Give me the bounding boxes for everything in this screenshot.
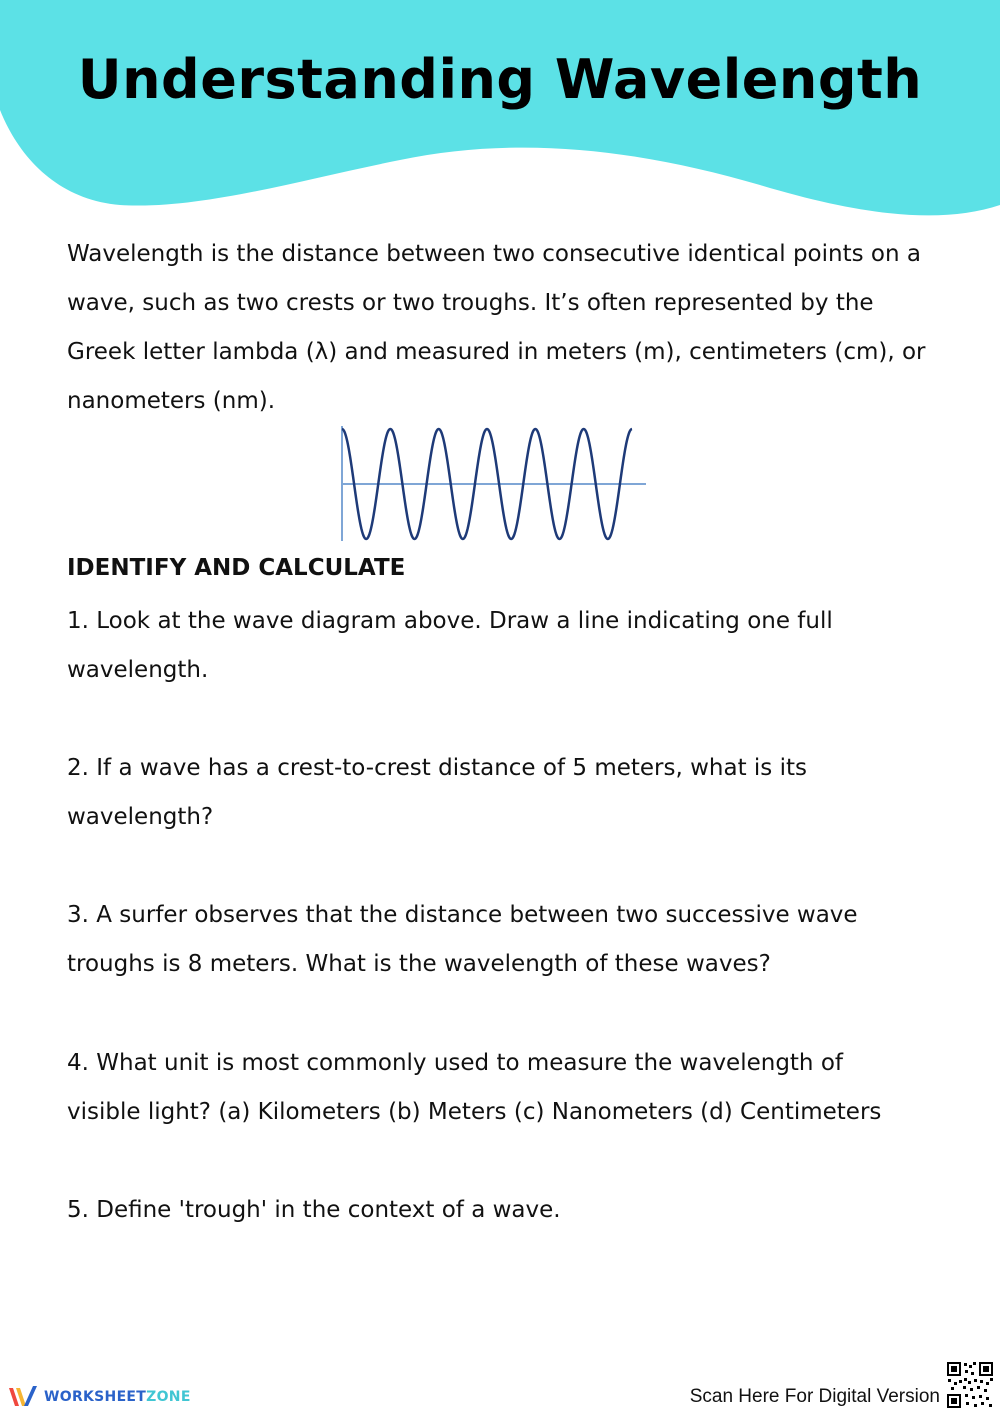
logo-text-zone: ZONE [146, 1389, 191, 1405]
scan-caption: Scan Here For Digital Version [689, 1386, 940, 1407]
question-3-line-1: 3. A surfer observes that the distance between two successive wave [67, 902, 858, 928]
question-2-line-2: wavelength? [67, 804, 214, 830]
question-4-line-2: visible light? (a) Kilometers (b) Meters (c) Nanometers (d) Centimeters [67, 1099, 882, 1125]
header-wave-background [0, 0, 1000, 230]
logo-text-worksheet: WORKSHEET [44, 1389, 147, 1405]
intro-paragraph: Wavelength is the distance between two consecutive identical points on a wave, such as two crests or two troughs. It’s often represented by the Greek letter lambda (λ) and measured in meters (m), centimeters (cm), or nanometers (nm). [67, 241, 926, 414]
question-4 [67, 1039, 947, 1137]
question-1 [67, 597, 947, 695]
question-3 [67, 891, 947, 989]
logo-text [44, 1389, 191, 1405]
question-1-line-2: wavelength. [67, 657, 209, 683]
wave-diagram [330, 424, 660, 549]
logo-w-icon [8, 1385, 38, 1409]
question-5-line-1: 5. Define 'trough' in the context of a wave. [67, 1197, 561, 1223]
question-3-line-2: troughs is 8 meters. What is the wavelength of these waves? [67, 951, 771, 977]
question-2 [67, 744, 947, 842]
qr-code-icon[interactable] [946, 1361, 994, 1409]
question-2-line-1: 2. If a wave has a crest-to-crest distance of 5 meters, what is its [67, 755, 807, 781]
question-1-line-1: 1. Look at the wave diagram above. Draw a line indicating one full [67, 608, 833, 634]
section-heading: IDENTIFY AND CALCULATE [67, 555, 406, 581]
question-4-line-1: 4. What unit is most commonly used to measure the wavelength of [67, 1050, 843, 1076]
page-title: Understanding Wavelength [77, 48, 923, 111]
worksheetzone-logo[interactable] [8, 1384, 191, 1410]
question-5 [67, 1186, 947, 1235]
